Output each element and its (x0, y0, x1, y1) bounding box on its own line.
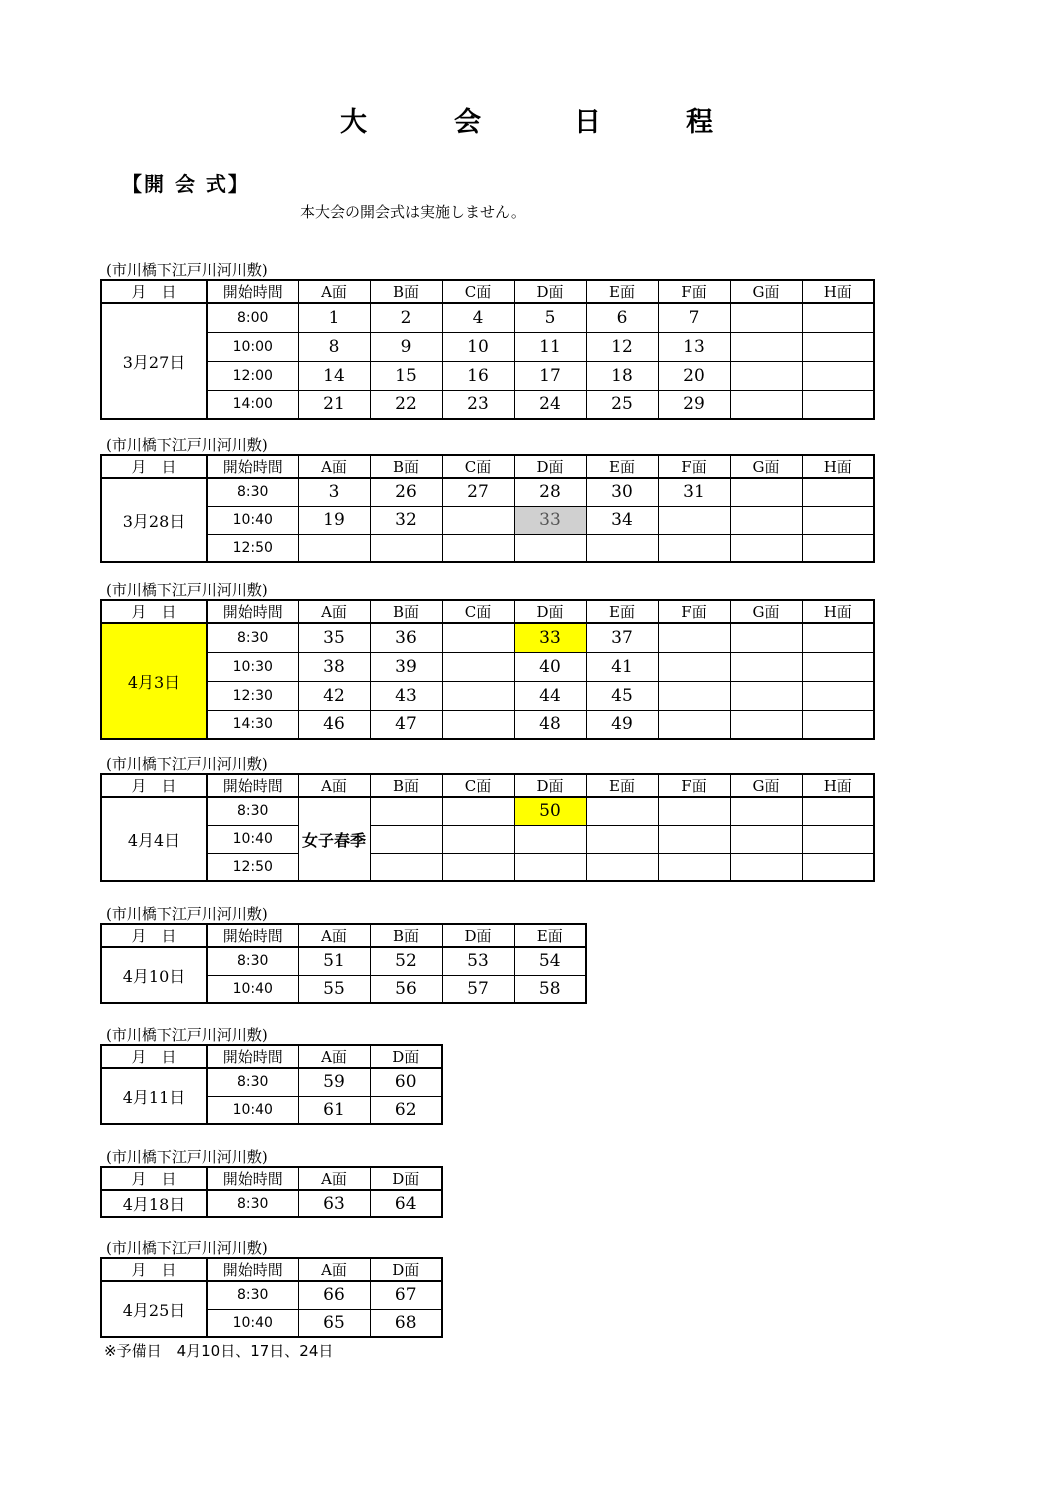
match-cell: 62 (370, 1096, 442, 1124)
venue-label: (市川橋下江戸川河川敷) (106, 581, 268, 599)
match-cell (802, 623, 874, 652)
match-cell: 24 (514, 390, 586, 419)
match-cell (730, 652, 802, 681)
start-time-cell: 8:30 (207, 797, 298, 825)
match-cell (658, 710, 730, 739)
table-row (101, 1281, 442, 1309)
match-cell (730, 710, 802, 739)
title-char: 大 (340, 107, 367, 138)
title-char: 日 (574, 107, 601, 138)
match-cell: 57 (442, 975, 514, 1003)
start-time-cell: 10:40 (207, 1309, 298, 1337)
match-cell: 31 (658, 478, 730, 506)
court-header: F面 (658, 455, 730, 478)
match-cell (802, 506, 874, 534)
match-cell (730, 681, 802, 710)
match-cell (730, 853, 802, 881)
court-header: D面 (370, 1258, 442, 1281)
table-row (101, 825, 874, 853)
match-cell (298, 534, 370, 562)
date-cell: 4月11日 (101, 1068, 207, 1124)
time-header: 開始時間 (207, 1167, 298, 1190)
court-header: B面 (370, 774, 442, 797)
start-time-cell: 10:40 (207, 506, 298, 534)
start-time-cell: 8:30 (207, 623, 298, 652)
court-header: H面 (802, 455, 874, 478)
match-cell: 29 (658, 390, 730, 419)
match-cell (730, 534, 802, 562)
start-time-cell: 10:00 (207, 332, 298, 361)
match-cell (730, 361, 802, 390)
match-cell: 17 (514, 361, 586, 390)
court-header: F面 (658, 774, 730, 797)
venue-label: (市川橋下江戸川河川敷) (106, 1026, 268, 1044)
court-header: E面 (586, 455, 658, 478)
match-cell: 6 (586, 303, 658, 332)
start-time-cell: 10:40 (207, 1096, 298, 1124)
court-header: E面 (514, 924, 586, 947)
court-header: D面 (370, 1045, 442, 1068)
date-cell: 4月25日 (101, 1281, 207, 1337)
court-header: A面 (298, 1045, 370, 1068)
match-cell: 18 (586, 361, 658, 390)
start-time-cell: 12:00 (207, 361, 298, 390)
match-cell (802, 534, 874, 562)
match-cell (658, 825, 730, 853)
match-cell: 50 (514, 797, 586, 825)
start-time-cell: 10:40 (207, 825, 298, 853)
start-time-cell: 10:30 (207, 652, 298, 681)
match-cell: 43 (370, 681, 442, 710)
match-cell (658, 681, 730, 710)
match-cell: 40 (514, 652, 586, 681)
schedule-table (100, 1257, 443, 1338)
start-time-cell: 14:00 (207, 390, 298, 419)
match-cell (730, 303, 802, 332)
start-time-cell: 8:30 (207, 1068, 298, 1096)
table-row (101, 797, 874, 825)
court-header: C面 (442, 280, 514, 303)
match-cell (442, 825, 514, 853)
match-cell (442, 797, 514, 825)
court-header: C面 (442, 455, 514, 478)
match-cell: 27 (442, 478, 514, 506)
match-cell (658, 534, 730, 562)
match-cell: 13 (658, 332, 730, 361)
date-cell: 3月27日 (101, 303, 207, 419)
match-cell: 68 (370, 1309, 442, 1337)
table-row (101, 478, 874, 506)
date-header: 月 日 (101, 1045, 207, 1068)
match-cell: 26 (370, 478, 442, 506)
match-cell: 28 (514, 478, 586, 506)
match-cell (586, 534, 658, 562)
match-cell (370, 825, 442, 853)
match-cell (586, 797, 658, 825)
time-header: 開始時間 (207, 924, 298, 947)
match-cell (730, 390, 802, 419)
date-cell: 4月3日 (101, 623, 207, 739)
match-cell: 33 (514, 506, 586, 534)
match-cell (370, 534, 442, 562)
match-cell: 63 (298, 1190, 370, 1217)
match-cell (658, 623, 730, 652)
court-header: A面 (298, 924, 370, 947)
match-cell: 36 (370, 623, 442, 652)
court-header: F面 (658, 600, 730, 623)
venue-label: (市川橋下江戸川河川敷) (106, 755, 268, 773)
match-cell: 1 (298, 303, 370, 332)
schedule-table (100, 599, 875, 740)
title-char: 程 (686, 107, 713, 138)
match-cell: 7 (658, 303, 730, 332)
match-cell (802, 303, 874, 332)
match-cell: 8 (298, 332, 370, 361)
schedule-table (100, 1166, 443, 1218)
table-row (101, 710, 874, 739)
match-cell: 20 (658, 361, 730, 390)
match-cell (442, 623, 514, 652)
date-cell: 3月28日 (101, 478, 207, 562)
day-schedule (100, 1239, 443, 1338)
court-header: A面 (298, 600, 370, 623)
table-row (101, 390, 874, 419)
match-cell (514, 825, 586, 853)
match-cell: 9 (370, 332, 442, 361)
time-header: 開始時間 (207, 774, 298, 797)
time-header: 開始時間 (207, 280, 298, 303)
day-schedule (100, 261, 875, 420)
start-time-cell: 14:30 (207, 710, 298, 739)
schedule-table (100, 1044, 443, 1125)
table-row (101, 332, 874, 361)
date-header: 月 日 (101, 600, 207, 623)
schedule-table (100, 279, 875, 420)
time-header: 開始時間 (207, 1258, 298, 1281)
start-time-cell: 8:00 (207, 303, 298, 332)
venue-label: (市川橋下江戸川河川敷) (106, 1148, 268, 1166)
match-cell: 16 (442, 361, 514, 390)
reserve-days-note: ※予備日 4月10日、17日、24日 (104, 1342, 334, 1360)
match-cell (802, 797, 874, 825)
start-time-cell: 8:30 (207, 1190, 298, 1217)
opening-ceremony-heading: 【開 会 式】 (122, 172, 250, 196)
start-time-cell: 8:30 (207, 947, 298, 975)
match-cell: 49 (586, 710, 658, 739)
match-cell (370, 853, 442, 881)
match-cell: 56 (370, 975, 442, 1003)
schedule-table (100, 773, 875, 882)
page-title (0, 100, 1058, 136)
venue-label: (市川橋下江戸川河川敷) (106, 436, 268, 454)
court-header: B面 (370, 600, 442, 623)
match-cell (802, 710, 874, 739)
venue-label: (市川橋下江戸川河川敷) (106, 1239, 268, 1257)
match-cell: 5 (514, 303, 586, 332)
match-cell (730, 506, 802, 534)
court-header: C面 (442, 774, 514, 797)
match-cell: 55 (298, 975, 370, 1003)
court-header: E面 (586, 280, 658, 303)
match-cell: 64 (370, 1190, 442, 1217)
match-cell (658, 797, 730, 825)
match-cell: 33 (514, 623, 586, 652)
header-row (101, 455, 874, 478)
match-cell (730, 478, 802, 506)
match-cell: 67 (370, 1281, 442, 1309)
match-cell: 4 (442, 303, 514, 332)
table-row (101, 652, 874, 681)
match-cell (802, 853, 874, 881)
table-row (101, 534, 874, 562)
match-cell (514, 853, 586, 881)
court-header: E面 (586, 774, 658, 797)
court-header: A面 (298, 774, 370, 797)
venue-label: (市川橋下江戸川河川敷) (106, 261, 268, 279)
table-row (101, 1190, 442, 1217)
match-cell (370, 797, 442, 825)
opening-ceremony-notice: 本大会の開会式は実施しません。 (300, 203, 526, 221)
match-cell (802, 652, 874, 681)
start-time-cell: 12:30 (207, 681, 298, 710)
date-header: 月 日 (101, 280, 207, 303)
match-cell: 19 (298, 506, 370, 534)
table-row (101, 853, 874, 881)
date-header: 月 日 (101, 1167, 207, 1190)
match-cell (802, 681, 874, 710)
table-row (101, 623, 874, 652)
match-cell: 32 (370, 506, 442, 534)
match-cell: 11 (514, 332, 586, 361)
court-header: D面 (514, 455, 586, 478)
match-cell: 46 (298, 710, 370, 739)
day-schedule (100, 755, 875, 882)
table-row (101, 947, 586, 975)
court-header: F面 (658, 280, 730, 303)
match-cell: 22 (370, 390, 442, 419)
day-schedule (100, 436, 875, 563)
match-cell (442, 506, 514, 534)
start-time-cell: 8:30 (207, 478, 298, 506)
match-cell: 12 (586, 332, 658, 361)
header-row (101, 1258, 442, 1281)
table-row (101, 1068, 442, 1096)
match-cell: 10 (442, 332, 514, 361)
court-header: G面 (730, 774, 802, 797)
match-cell: 37 (586, 623, 658, 652)
match-cell (730, 332, 802, 361)
court-header: B面 (370, 280, 442, 303)
court-header: A面 (298, 280, 370, 303)
match-cell (730, 623, 802, 652)
match-cell: 2 (370, 303, 442, 332)
match-cell (802, 390, 874, 419)
court-header: A面 (298, 1167, 370, 1190)
match-cell: 47 (370, 710, 442, 739)
day-schedule (100, 1148, 443, 1218)
match-cell: 61 (298, 1096, 370, 1124)
match-cell: 59 (298, 1068, 370, 1096)
match-cell: 21 (298, 390, 370, 419)
time-header: 開始時間 (207, 455, 298, 478)
match-cell: 34 (586, 506, 658, 534)
table-row (101, 303, 874, 332)
match-cell: 53 (442, 947, 514, 975)
court-header: G面 (730, 280, 802, 303)
match-cell (802, 825, 874, 853)
match-cell: 48 (514, 710, 586, 739)
court-header: E面 (586, 600, 658, 623)
court-header: A面 (298, 455, 370, 478)
match-cell (442, 534, 514, 562)
court-header: H面 (802, 774, 874, 797)
match-cell: 41 (586, 652, 658, 681)
court-header: D面 (514, 774, 586, 797)
match-cell: 45 (586, 681, 658, 710)
match-cell (442, 710, 514, 739)
title-char: 会 (454, 107, 481, 138)
date-header: 月 日 (101, 774, 207, 797)
match-cell: 14 (298, 361, 370, 390)
match-cell (442, 652, 514, 681)
header-row (101, 774, 874, 797)
match-cell (658, 853, 730, 881)
court-header: H面 (802, 280, 874, 303)
match-cell: 39 (370, 652, 442, 681)
court-header: B面 (370, 455, 442, 478)
time-header: 開始時間 (207, 1045, 298, 1068)
court-header: D面 (514, 280, 586, 303)
date-header: 月 日 (101, 924, 207, 947)
match-cell: 58 (514, 975, 586, 1003)
match-cell: 35 (298, 623, 370, 652)
match-cell (730, 797, 802, 825)
venue-label: (市川橋下江戸川河川敷) (106, 905, 268, 923)
header-row (101, 1167, 442, 1190)
match-cell (514, 534, 586, 562)
match-cell: 51 (298, 947, 370, 975)
match-cell (658, 506, 730, 534)
match-cell: 3 (298, 478, 370, 506)
court-header: G面 (730, 600, 802, 623)
court-header: H面 (802, 600, 874, 623)
match-cell (586, 825, 658, 853)
match-cell: 44 (514, 681, 586, 710)
start-time-cell: 12:50 (207, 853, 298, 881)
court-header: D面 (370, 1167, 442, 1190)
court-header: A面 (298, 1258, 370, 1281)
match-cell: 66 (298, 1281, 370, 1309)
header-row (101, 1045, 442, 1068)
match-cell: 60 (370, 1068, 442, 1096)
match-cell (802, 478, 874, 506)
match-cell (730, 825, 802, 853)
table-row (101, 506, 874, 534)
match-cell: 42 (298, 681, 370, 710)
court-header: D面 (442, 924, 514, 947)
match-cell: 23 (442, 390, 514, 419)
date-cell: 4月18日 (101, 1190, 207, 1217)
match-cell (586, 853, 658, 881)
schedule-table (100, 923, 587, 1004)
merged-note-cell: 女子春季 (298, 797, 370, 881)
match-cell (442, 853, 514, 881)
day-schedule (100, 1026, 443, 1125)
date-header: 月 日 (101, 455, 207, 478)
day-schedule (100, 581, 875, 740)
date-header: 月 日 (101, 1258, 207, 1281)
header-row (101, 924, 586, 947)
match-cell: 38 (298, 652, 370, 681)
match-cell (802, 332, 874, 361)
match-cell (442, 681, 514, 710)
match-cell (658, 652, 730, 681)
header-row (101, 600, 874, 623)
match-cell: 15 (370, 361, 442, 390)
court-header: G面 (730, 455, 802, 478)
court-header: B面 (370, 924, 442, 947)
schedule-table (100, 454, 875, 563)
day-schedule (100, 905, 587, 1004)
start-time-cell: 10:40 (207, 975, 298, 1003)
time-header: 開始時間 (207, 600, 298, 623)
start-time-cell: 12:50 (207, 534, 298, 562)
start-time-cell: 8:30 (207, 1281, 298, 1309)
match-cell: 54 (514, 947, 586, 975)
date-cell: 4月4日 (101, 797, 207, 881)
court-header: C面 (442, 600, 514, 623)
match-cell: 52 (370, 947, 442, 975)
table-row (101, 681, 874, 710)
header-row (101, 280, 874, 303)
table-row (101, 361, 874, 390)
match-cell: 30 (586, 478, 658, 506)
court-header: D面 (514, 600, 586, 623)
match-cell: 65 (298, 1309, 370, 1337)
date-cell: 4月10日 (101, 947, 207, 1003)
match-cell: 25 (586, 390, 658, 419)
match-cell (802, 361, 874, 390)
